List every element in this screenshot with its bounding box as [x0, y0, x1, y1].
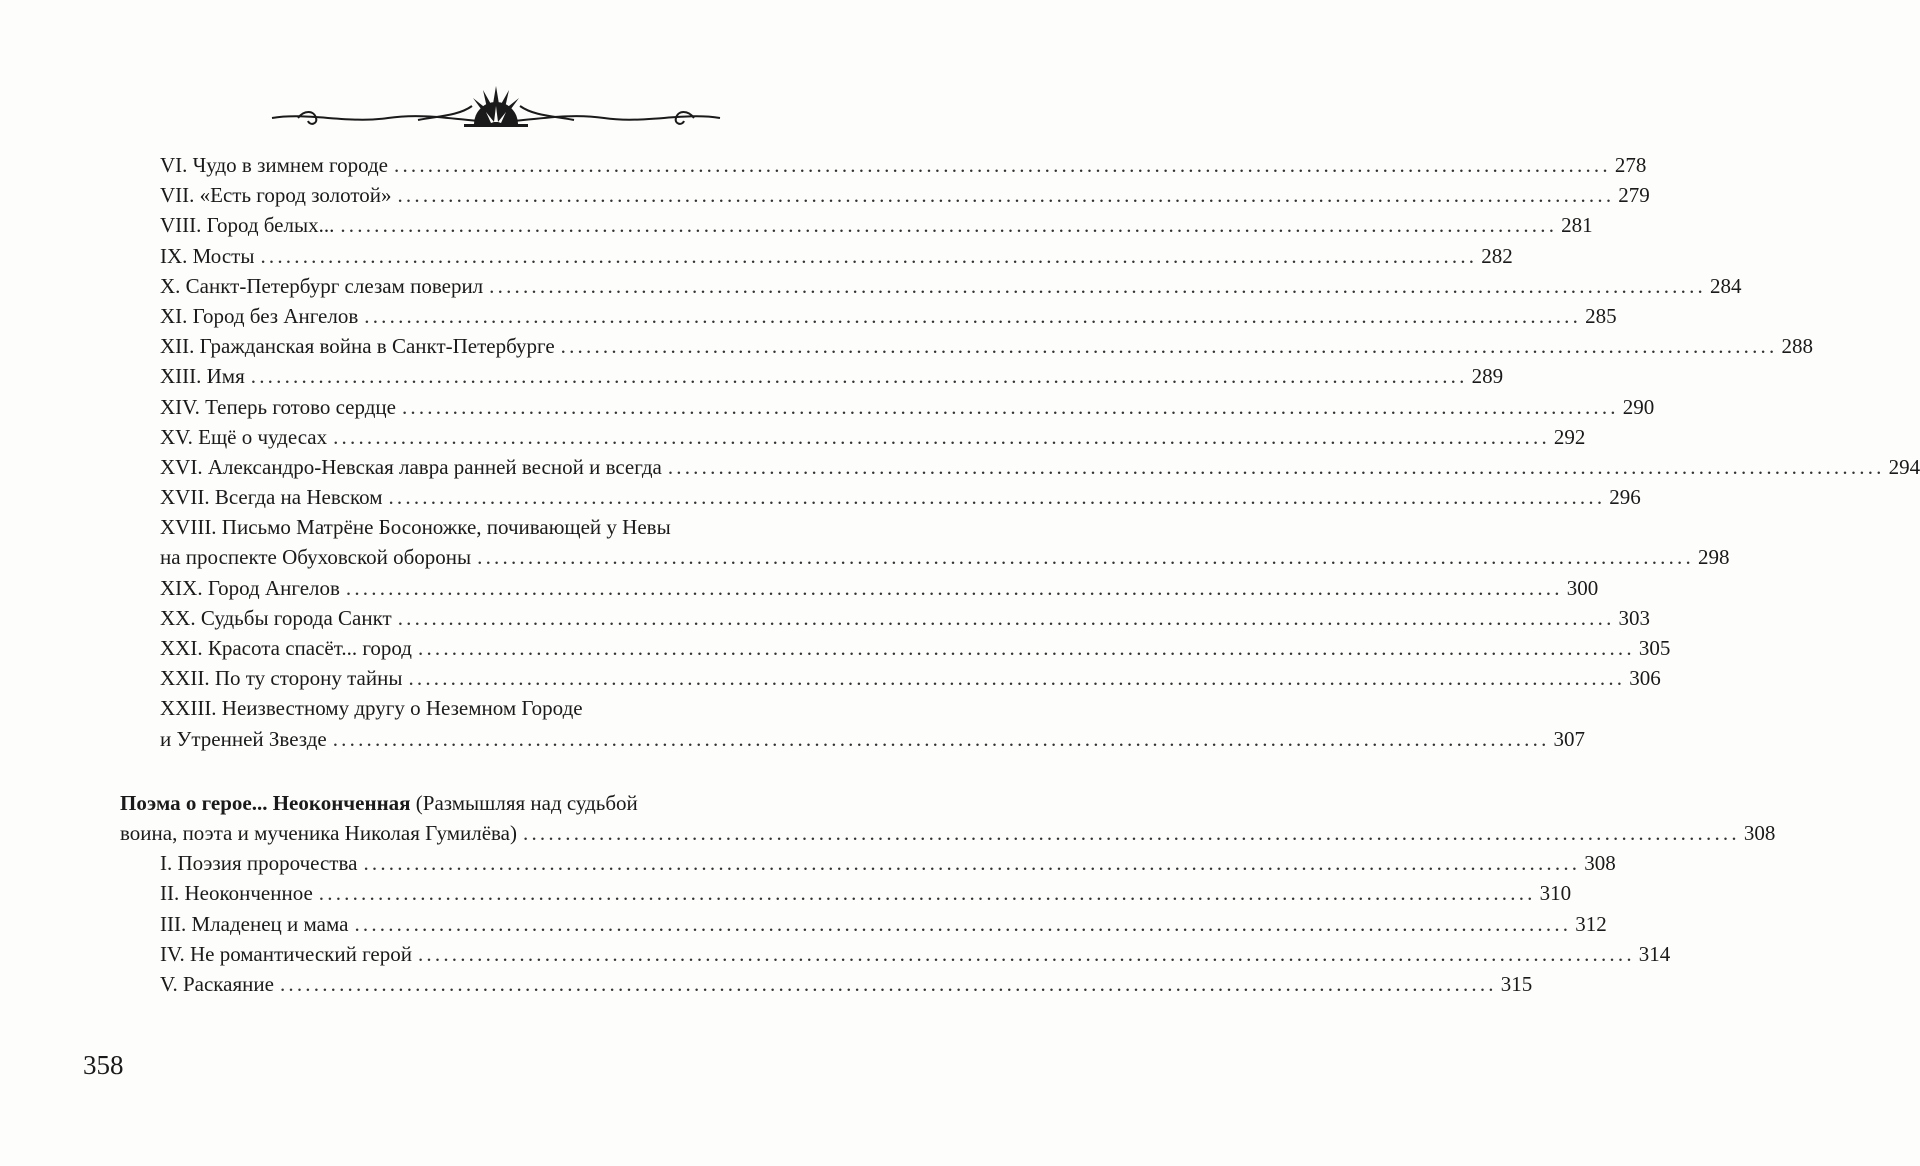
- dot-leader: ................................................................................................................................................: [279, 971, 1497, 996]
- dot-leader: ................................................................................................................................................: [417, 941, 1635, 966]
- dot-leader: ................................................................................................................................................: [408, 666, 1626, 691]
- dot-leader: ................................................................................................................................................: [523, 820, 1740, 845]
- toc-entry-xv: XV. Ещё о чудесах ................................................................................................................................................ 292: [120, 422, 920, 452]
- toc-entry-sec-iii: III. Младенец и мама ................................................................................................................................................ 312: [120, 909, 920, 939]
- toc-entry-viii: VIII. Город белых... ................................................................................................................................................ 281: [120, 210, 920, 240]
- dot-leader: ................................................................................................................................................: [354, 911, 1572, 936]
- dot-leader: ................................................................................................................................................: [363, 851, 1581, 876]
- toc-entry-xi: XI. Город без Ангелов ................................................................................................................................................ 285: [120, 301, 920, 331]
- section-subtitle-1: (Размышляя над судьбой: [415, 790, 638, 815]
- toc-entry-sec-iv: IV. Не романтический герой ................................................................................................................................................ 314: [120, 939, 920, 969]
- section-heading: [120, 788, 920, 818]
- section-heading-line2: воина, поэта и мученика Николая Гумилёва) ................................................................................................................................................ 308: [120, 818, 920, 848]
- toc-entry-xiv: XIV. Теперь готово сердце ................................................................................................................................................ 290: [120, 392, 920, 422]
- toc-entry-sec-v: V. Раскаяние ................................................................................................................................................ 315: [120, 969, 920, 999]
- dot-leader: ................................................................................................................................................: [364, 303, 1582, 328]
- toc-entry-xiii: XIII. Имя ................................................................................................................................................ 289: [120, 361, 920, 391]
- toc-entry-xix: XIX. Город Ангелов ................................................................................................................................................ 300: [120, 573, 920, 603]
- section-spacer: [120, 754, 920, 788]
- toc-entry-xvii: XVII. Всегда на Невском ................................................................................................................................................ 296: [120, 482, 920, 512]
- dot-leader: ................................................................................................................................................: [250, 364, 1468, 389]
- dot-leader: ................................................................................................................................................: [333, 424, 1550, 449]
- dot-leader: ................................................................................................................................................: [489, 273, 1706, 298]
- dot-leader: ................................................................................................................................................: [477, 545, 1694, 570]
- dot-leader: ................................................................................................................................................: [388, 485, 1606, 510]
- toc-entry-sec-i: I. Поэзия пророчества ................................................................................................................................................ 308: [120, 848, 920, 878]
- dot-leader: ................................................................................................................................................: [345, 575, 1563, 600]
- dot-leader: ................................................................................................................................................: [560, 334, 1778, 359]
- toc-entry-xvi: XVI. Александро-Невская лавра ранней весной и всегда ................................................................................................................................................ 294: [120, 452, 920, 482]
- toc-entry-vi: VI. Чудо в зимнем городе ................................................................................................................................................ 278: [120, 150, 920, 180]
- toc-entry-xxiii-line1: XXIII. Неизвестному другу о Неземном Городе: [160, 696, 583, 721]
- toc-entry-xviii-line1: XVIII. Письмо Матрёне Босоножке, почивающей у Невы: [160, 515, 671, 540]
- toc-entry-xxiii: и Утренней Звезде ................................................................................................................................................ 307: [120, 724, 920, 754]
- dot-leader: ................................................................................................................................................: [260, 243, 1478, 268]
- dot-leader: ................................................................................................................................................: [318, 881, 1536, 906]
- toc-entry-xx: XX. Судьбы города Санкт ................................................................................................................................................ 303: [120, 603, 920, 633]
- toc-entry-xxi: XXI. Красота спасёт... город ................................................................................................................................................ 305: [120, 633, 920, 663]
- dot-leader: ................................................................................................................................................: [397, 605, 1615, 630]
- table-of-contents: [120, 150, 1920, 999]
- toc-entry-sec-ii: II. Неоконченное ................................................................................................................................................ 310: [120, 878, 920, 908]
- decorative-flourish-icon: [268, 82, 724, 134]
- dot-leader: ................................................................................................................................................: [397, 183, 1615, 208]
- toc-entry-ix: IX. Мосты ................................................................................................................................................ 282: [120, 241, 920, 271]
- toc-entry-xviii: на проспекте Обуховской обороны ................................................................................................................................................ 298: [120, 542, 920, 572]
- toc-entry-vii: VII. «Есть город золотой» ................................................................................................................................................ 279: [120, 180, 920, 210]
- dot-leader: ................................................................................................................................................: [401, 394, 1619, 419]
- toc-entry-xxii: XXII. По ту сторону тайны ................................................................................................................................................ 306: [120, 663, 920, 693]
- dot-leader: ................................................................................................................................................: [667, 454, 1885, 479]
- toc-entry-xii: XII. Гражданская война в Санкт-Петербурге ................................................................................................................................................ 288: [120, 331, 920, 361]
- dot-leader: ................................................................................................................................................: [332, 726, 1550, 751]
- dot-leader: ................................................................................................................................................: [340, 213, 1558, 238]
- dot-leader: ................................................................................................................................................: [394, 153, 1611, 177]
- page-number: 358: [83, 1050, 124, 1080]
- toc-entry-x: X. Санкт-Петербург слезам поверил ................................................................................................................................................ 284: [120, 271, 920, 301]
- section-title: Поэма о герое... Неоконченная: [120, 790, 411, 815]
- dot-leader: ................................................................................................................................................: [418, 636, 1635, 660]
